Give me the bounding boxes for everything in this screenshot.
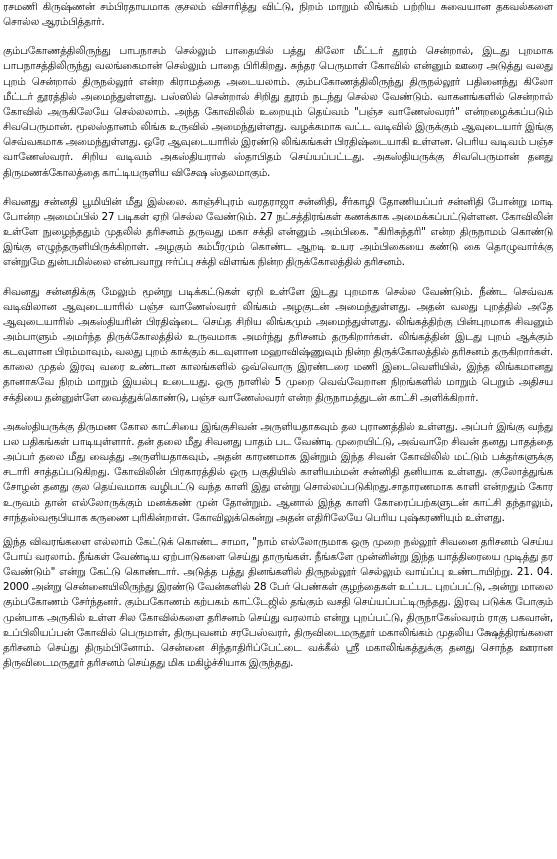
paragraph-spacer: [3, 30, 553, 44]
paragraph-spacer: [3, 271, 553, 285]
paragraph-spacer: [3, 181, 553, 195]
paragraph-pilgrimage: இந்த விவரங்களை எல்லாம் கேட்டுக் கொண்ட சாமா, "நாம் எல்லோருமாக ஒரு முறை நல்லூர் சிவனை தரிசனம் செய்ய போய் வரலாம். நீங்கள் வேண்டிய ஏற்பாடுகளை செய்து தாருங்கள். நீங்களே முன்னின்று இந்த யாத்திரையை முடித்து தர வேண்டும்" என்று கேட்டு கொண்டார். அடுத்த பத்து தினங்களில் திருநல்லூர் செல்லும் வாய்ப்பு உண்டாயிற்று. 21. 04. 2000 அன்று சென்னையிலிருந்து இரண்டு வேன்களில் 28 பேர் பெண்கள் குழந்தைகள் உட்பட புறப்பட்டு, அன்று மாலை கும்பகோணம் சேர்ந்தனர். கும்பகோணம் கற்பகம் காட்டேஜில் தங்கும் வசதி செய்யப்பட்டிருந்தது. இரவு படுக்க போகும் முன்பாக அருகில் உள்ள சில கோவில்களை தரிசனம் செய்து வரலாம் என்று புறப்பட்டு, திருநாகேஸ்வரம் ராகு பகவான், உப்பிலியப்பன் கோவில் பெருமாள், திருபுவனம் சரபேஸ்வரர், திருவிடைமருதூர் மகாலிங்கம் முதலிய க்ஷேத்திரங்களை தரிசனம் செய்து திரும்பினோம். சென்னை சிந்தாதிரிப்பேட்டை வக்கீல் ஸ்ரீ மகாலிங்கத்துக்கு தனது சொந்த ஊரான திருவிடைமருதூர் தரிசனம் செய்தது மிக மகிழ்ச்சியாக இருந்தது.: [3, 535, 553, 670]
paragraph-shrine: சிவனது சன்னதி பூமியின் மீது இல்லை. காஞ்சிபுரம் வரதராஜா சன்னிதி, சீர்காழி தோணியப்பர் சன்னிதி போன்று மாடி போன்ற அமைப்பில் 27 படிகள் ஏறி செல்ல வேண்டும். 27 நட்சத்திரங்கள் கணக்காக அமைக்கப்பட்டுள்ளன. கோவிலின் உள்ளே நுழைந்ததும் முதலில் தரிசனம் தருவது மகா சக்தி என்னும் அம்பிகை. "கிரிசுந்தரி" என்ற திருநாமம் கொண்டு இங்கு எழுந்தருளியிருக்கிறாள். அழகும் கம்பீரமும் கொண்ட ஆறடி உயர அம்பிகையை கண்டு கை தொழுவார்க்கு என்றுமே துன்பமில்லை என்பவாறு ஈர்ப்பு சக்தி விளங்க நின்ற திருக்கோலத்தில் தரிசனம்.: [3, 195, 553, 269]
paragraph-intro: ரசமணி கிருஷ்ணன் சம்பிரதாயமாக குசலம் விசாரித்து விட்டு, நிறம் மாறும் லிங்கம் பற்றிய சுவையான தகவல்களை சொல்ல ஆரம்பித்தார்.: [3, 1, 553, 29]
paragraph-spacer: [3, 526, 553, 535]
paragraph-spacer: [3, 406, 553, 420]
document-page: [3, 0, 553, 859]
paragraph-agasthiyar: அகஸ்தியருக்கு திருமண கோல காட்சியை இங்குசிவன் அருளியதாகவும் தல புராணத்தில் உள்ளது. அப்பர் இங்கு வந்து பல பதிகங்கள் பாடியுள்ளார். தன் தலை மீது சிவனது பாதம் பட வேண்டி முறையிட்டு, அவ்வாறே சிவன் தனது பாதத்தை அப்பர் தலை மீது வைத்து அருளியதாகவும், அதன் காரணமாக இன்றும் இந்த சிவன் கோவிலில் மட்டும் பக்தர்களுக்கு சடாரி சாத்தப்படுகிறது. கோவிலின் பிரகாரத்தில் ஒரு பகுதியில் காளியம்மன் சன்னிதி தனியாக உள்ளது. குலோத்துங்க சோழன் தனது குல தெய்வமாக வழிபட்டு வந்த காளி இது என்று சொல்லப்படுகிறது.சாதாரணமாக காளி என்றதும் கோர உருவம் தான் எல்லோருக்கும் மனக்கண் முன் தோன்றும். ஆனால் இந்த காளி கோரைப்பற்களுடன் காட்சி தந்தாலும், சாந்தஸ்வரூபியாக கருணை புரிகின்றாள். கோவிலுக்கென்று அதன் எதிரிலேயே பெரிய புஷ்கரணியும் உள்ளது.: [3, 420, 553, 524]
paragraph-route: கும்பகோணத்திலிருந்து பாபநாசம் செல்லும் பாதையில் பத்து கிலோ மீட்டர் தூரம் சென்றால், இடது புறமாக பாபநாசத்திலிருந்து வலங்கைமான் செல்லும் பாதை பிரிகிறது. சுந்தர பெருமாள் கோவில் என்னும் ஊரை அடுத்து வலது புறம் சென்றால் திருநல்லூர் என்ற கிராமத்தை அடையலாம். கும்பகோணத்திலிருந்து திருநல்லூர் பதினைந்து கிலோ மீட்டர் தூரத்தில் அமைந்துள்ளது. பஸ்ஸில் சென்றால் சிறிது தூரம் நடந்து செல்ல வேண்டும். வாகனங்களில் சென்றால் கோவில் அருகிலேயே செல்லலாம். அந்த கோவிலில் உறையும் தெய்வம் "பஞ்ச வாணேஸ்வரர்" என்றழைக்கப்படும் சிவபெருமான். மூலஸ்தானம் லிங்க உருவில் அமைந்துள்ளது. வழக்கமாக வட்ட வடிவில் இருக்கும் ஆவுடையார் இங்கு செவ்வகமாக அமைந்துள்ளது. ஒரே ஆவுடையாரில் இரண்டு லிங்கங்கள் பிரதிஷ்டையாகி உள்ளன. பெரிய வடிவம் பஞ்ச வாணேஸ்வரர். சிறிய வடிவம் அகஸ்தியரால் ஸ்தாபிதம் செய்யப்பட்டது. அகஸ்தியருக்கு சிவபெருமான் தனது திருமணக்கோலத்தை காட்டியருளிய விசேஷ ஸ்தலமாகும்.: [3, 45, 553, 179]
paragraph-linga: சிவனது சன்னதிக்கு மேலும் மூன்று படிக்கட்டுகள் ஏறி உள்ளே இடது புறமாக செல்ல வேண்டும். நீண்ட செவ்வக வடிவிலான ஆவுடையாரில் பஞ்ச வாணேஸ்வரர் லிங்கம் அழகுடன் அமைந்துள்ளது. அதன் வலது புறத்தில் அதே ஆவுடையாரில் அகஸ்தியரின் பிரதிஷ்டை செய்த சிறிய லிங்கமும் அமைந்துள்ளது. லிங்கத்திற்கு பின்புறமாக சிவனும் அம்பாளும் அமர்ந்த திருக்கோலத்தில் உருவமாக அமர்ந்து தரிசனம் தருகிறார்கள். லிங்கத்தின் இடது புறம் ஆக்கும் கடவுளான பிரம்மாவும், வலது புறம் காக்கும் கடவுளான மஹாவிஷ்ணுவும் நின்ற திருக்கோலத்தில் தரிசனம் தருகிறார்கள். காலை முதல் இரவு வரை உண்டான காலங்களில் ஒவ்வொரு இரண்டரை மணி இடைவெளியில், இந்த லிங்கமானது தானாகவே நிறம் மாறும் இயல்பு உடையது. ஒரு நாளில் 5 முறை வெவ்வேறான நிறங்களில் மாறும் பெறும் அதிசய சக்தியை தன்னுள்ளே வைத்துக்கொண்டு, பஞ்ச வாணேஸ்வரர் என்ற திருநாமத்துடன் காட்சி அளிக்கிறார்.: [3, 285, 553, 404]
